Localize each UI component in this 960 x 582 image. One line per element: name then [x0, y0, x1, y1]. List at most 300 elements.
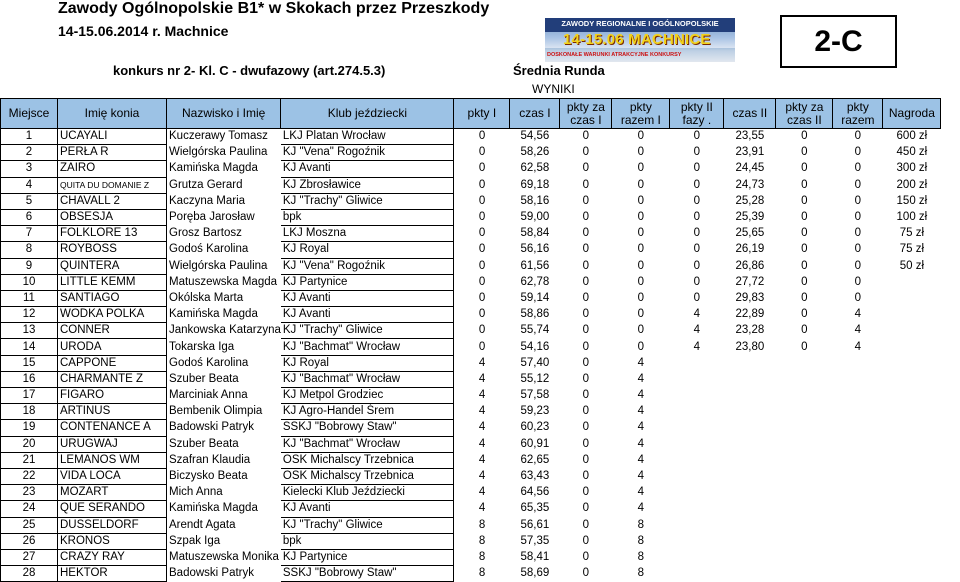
row-club: KJ "Bachmat" Wrocław: [281, 339, 454, 355]
row-total1: 4: [637, 405, 645, 418]
page-title: Zawody Ogólnopolskie B1* w Skokach przez Przeszkody: [58, 0, 490, 17]
row-time2: 23,28: [735, 324, 765, 337]
table-row: [1, 517, 941, 533]
row-total: [833, 420, 883, 436]
row-pen2: 4: [693, 340, 701, 353]
row-total1: 0: [637, 275, 645, 288]
event-date-place: 14-15.06.2014 r. Machnice: [58, 23, 229, 39]
row-pen2: [670, 468, 724, 484]
row-time2: [724, 452, 776, 468]
row-prize: [883, 501, 941, 517]
row-total1: 0: [637, 211, 645, 224]
row-pen-time2: 0: [801, 130, 808, 143]
row-pen-time1: 0: [582, 437, 590, 450]
row-total1: 8: [637, 567, 645, 580]
row-rider: Badowski Patryk: [169, 421, 255, 434]
row-prize: [883, 323, 941, 339]
row-total: 0: [854, 211, 862, 224]
row-horse: HEKTOR: [58, 566, 167, 582]
row-pen2: [670, 517, 724, 533]
class-code-box: 2-C: [780, 15, 897, 68]
row-total: [833, 501, 883, 517]
row-time1: 59,14: [520, 291, 550, 304]
row-pen-time2: 0: [801, 340, 808, 353]
row-club: SSKJ "Bobrowy Staw": [281, 566, 454, 582]
row-rider: Kamińska Magda: [169, 502, 258, 515]
row-horse: CONNER: [58, 323, 167, 339]
row-rider: Matuszewska Monika: [169, 550, 279, 563]
row-time1: 56,16: [520, 243, 550, 256]
row-total1: 0: [637, 308, 645, 321]
row-time2: [724, 468, 776, 484]
row-club: KJ Zbrosławice: [281, 177, 454, 193]
row-pen-time2: 0: [801, 308, 808, 321]
row-horse: LITTLE KEMM: [58, 274, 167, 290]
col-prize: Nagroda: [883, 99, 941, 129]
table-row: [1, 242, 941, 258]
row-place: 6: [1, 209, 58, 225]
row-pen-time1: 0: [582, 470, 590, 483]
row-total: 0: [854, 194, 862, 207]
row-club: KJ Avanti: [281, 161, 454, 177]
row-total1: 0: [637, 130, 645, 143]
row-total1: 0: [637, 324, 645, 337]
row-time1: 62,78: [520, 275, 550, 288]
row-pen-time2: 0: [801, 194, 808, 207]
row-pen1: 8: [478, 567, 486, 580]
row-club: OSK Michalscy Trzebnica: [281, 452, 454, 468]
row-time2: 23,55: [735, 130, 765, 143]
row-place: 22: [1, 468, 58, 484]
row-prize: [883, 549, 941, 565]
row-total: 0: [854, 275, 862, 288]
row-time2: 24,73: [735, 178, 765, 191]
col-pen2: pkty II fazy .: [670, 99, 724, 129]
row-time2: 24,45: [735, 162, 765, 175]
row-time1: 58,41: [520, 550, 550, 563]
table-row: [1, 161, 941, 177]
row-horse: MOZART: [58, 485, 167, 501]
row-time1: 58,26: [520, 146, 550, 159]
col-club: Klub jeździecki: [281, 99, 454, 129]
col-total: pkty razem: [833, 99, 883, 129]
row-time1: 59,23: [520, 405, 550, 418]
row-total: 4: [854, 308, 862, 321]
row-pen2: 0: [693, 211, 701, 224]
table-row: [1, 452, 941, 468]
row-prize: [883, 339, 941, 355]
row-place: 5: [1, 193, 58, 209]
row-pen1: 0: [478, 308, 486, 321]
row-club: bpk: [281, 209, 454, 225]
row-pen1: 0: [478, 146, 486, 159]
table-row: [1, 485, 941, 501]
row-pen2: [670, 404, 724, 420]
row-pen2: [670, 436, 724, 452]
row-place: 8: [1, 242, 58, 258]
row-time1: 69,18: [520, 178, 550, 191]
row-club: LKJ Platan Wrocław: [281, 129, 454, 145]
row-total: 0: [854, 178, 862, 191]
row-prize: [883, 566, 941, 582]
row-total: [833, 517, 883, 533]
row-pen-time2: [776, 533, 833, 549]
row-place: 26: [1, 533, 58, 549]
row-time2: [724, 533, 776, 549]
row-time2: [724, 549, 776, 565]
row-place: 3: [1, 161, 58, 177]
row-time1: 64,56: [520, 486, 550, 499]
row-pen1: 0: [478, 340, 486, 353]
row-pen-time2: [776, 388, 833, 404]
row-prize: [883, 468, 941, 484]
row-total: [833, 566, 883, 582]
row-pen-time2: [776, 355, 833, 371]
row-pen-time1: 0: [582, 567, 590, 580]
row-pen-time2: 0: [801, 291, 808, 304]
row-pen1: 8: [478, 550, 486, 563]
row-time1: 58,86: [520, 308, 550, 321]
row-time1: 55,74: [520, 324, 550, 337]
row-horse: VIDA LOCA: [58, 468, 167, 484]
row-pen2: 0: [693, 162, 701, 175]
row-place: 27: [1, 549, 58, 565]
row-time2: 26,19: [735, 243, 765, 256]
row-pen-time1: 0: [582, 130, 590, 143]
event-banner-image: [545, 18, 735, 62]
row-club: KJ "Trachy" Gliwice: [281, 193, 454, 209]
row-pen2: [670, 355, 724, 371]
row-horse: SANTIAGO: [58, 290, 167, 306]
results-heading: WYNIKI: [532, 82, 575, 96]
row-horse: FOLKLORE 13: [58, 226, 167, 242]
row-pen-time1: 0: [582, 502, 590, 515]
row-pen-time1: 0: [582, 340, 590, 353]
row-pen-time1: 0: [582, 291, 590, 304]
row-pen2: 4: [693, 308, 701, 321]
row-place: 19: [1, 420, 58, 436]
row-pen1: 4: [478, 437, 486, 450]
row-club: Kielecki Klub Jeździecki: [281, 485, 454, 501]
row-club: KJ Royal: [281, 355, 454, 371]
row-pen-time2: [776, 566, 833, 582]
row-place: 28: [1, 566, 58, 582]
row-pen2: 4: [693, 324, 701, 337]
row-club: KJ "Bachmat" Wrocław: [281, 371, 454, 387]
row-pen1: 0: [478, 211, 486, 224]
row-prize: 200 zł: [896, 178, 928, 191]
row-pen1: 4: [478, 405, 486, 418]
row-total: 4: [854, 340, 862, 353]
row-total1: 0: [637, 291, 645, 304]
row-pen2: 0: [693, 146, 701, 159]
banner-line-1: ZAWODY REGIONALNE I OGÓLNOPOLSKIE: [561, 19, 719, 28]
row-horse: CONTENANCE A: [58, 420, 167, 436]
row-prize: 75 zł: [899, 227, 925, 240]
row-pen1: 4: [478, 356, 486, 369]
row-prize: 50 zł: [899, 259, 925, 272]
row-pen2: 0: [693, 130, 701, 143]
row-place: 21: [1, 452, 58, 468]
row-horse: URUGWAJ: [58, 436, 167, 452]
row-pen-time1: 0: [582, 372, 590, 385]
row-time2: 26,86: [735, 259, 765, 272]
row-horse: ARTINUS: [58, 404, 167, 420]
row-prize: [883, 517, 941, 533]
row-pen1: 0: [478, 275, 486, 288]
row-club: KJ Avanti: [281, 501, 454, 517]
row-time2: [724, 501, 776, 517]
table-row: [1, 177, 941, 193]
row-prize: [883, 452, 941, 468]
row-total1: 0: [637, 194, 645, 207]
table-row: [1, 566, 941, 582]
row-time1: 60,91: [520, 437, 550, 450]
row-horse: CRAZY RAY: [58, 549, 167, 565]
row-horse: QUE SERANDO: [58, 501, 167, 517]
row-place: 9: [1, 258, 58, 274]
row-prize: [883, 485, 941, 501]
course-difficulty: Średnia Runda: [513, 63, 605, 78]
row-club: KJ "Trachy" Gliwice: [281, 323, 454, 339]
row-horse: URODA: [58, 339, 167, 355]
row-rider: Godoś Karolina: [169, 243, 249, 256]
row-horse: WODKA POLKA: [58, 307, 167, 323]
row-rider: Mich Anna: [169, 486, 223, 499]
row-total1: 0: [637, 227, 645, 240]
row-rider: Kamińska Magda: [169, 162, 258, 175]
row-pen-time1: 0: [582, 453, 590, 466]
table-row: [1, 355, 941, 371]
row-place: 4: [1, 177, 58, 193]
row-time2: [724, 355, 776, 371]
row-pen-time2: [776, 517, 833, 533]
col-rider: Nazwisko i Imię: [167, 99, 281, 129]
row-prize: 100 zł: [896, 211, 928, 224]
row-pen1: 0: [478, 178, 486, 191]
row-place: 7: [1, 226, 58, 242]
row-pen1: 4: [478, 453, 486, 466]
row-rider: Kuczerawy Tomasz: [169, 130, 268, 143]
row-rider: Jankowska Katarzyna: [169, 324, 281, 337]
row-total1: 4: [637, 502, 645, 515]
row-horse: QUITA DU DOMANIE Z: [58, 177, 167, 193]
row-prize: [883, 533, 941, 549]
row-time2: [724, 388, 776, 404]
row-total1: 0: [637, 178, 645, 191]
row-prize: 450 zł: [896, 146, 928, 159]
row-prize: [883, 371, 941, 387]
table-row: [1, 501, 941, 517]
row-pen2: [670, 501, 724, 517]
row-pen2: 0: [693, 178, 701, 191]
row-club: KJ Royal: [281, 242, 454, 258]
row-pen2: [670, 485, 724, 501]
results-body: [1, 129, 941, 582]
row-prize: [883, 420, 941, 436]
row-horse: FIGARO: [58, 388, 167, 404]
row-club: SSKJ "Bobrowy Staw": [281, 420, 454, 436]
row-horse: UCAYALI: [58, 129, 167, 145]
row-total1: 4: [637, 421, 645, 434]
row-total: 0: [854, 162, 862, 175]
col-time1: czas I: [510, 99, 560, 129]
row-pen1: 0: [478, 194, 486, 207]
row-horse: DUSSELDORF: [58, 517, 167, 533]
row-pen-time2: [776, 420, 833, 436]
table-row: [1, 468, 941, 484]
row-pen-time1: 0: [582, 275, 590, 288]
row-pen-time2: [776, 452, 833, 468]
table-row: [1, 226, 941, 242]
row-club: KJ "Vena" Rogoźnik: [281, 145, 454, 161]
row-pen-time2: 0: [801, 324, 808, 337]
row-total1: 0: [637, 259, 645, 272]
row-time1: 61,56: [520, 259, 550, 272]
row-total: [833, 371, 883, 387]
row-pen1: 4: [478, 421, 486, 434]
row-rider: Marciniak Anna: [169, 389, 248, 402]
row-horse: CHARMANTE Z: [58, 371, 167, 387]
row-club: KJ "Vena" Rogoźnik: [281, 258, 454, 274]
col-pen1: pkty I: [454, 99, 510, 129]
table-row: [1, 145, 941, 161]
row-time2: 23,91: [735, 146, 765, 159]
table-row: [1, 371, 941, 387]
row-place: 24: [1, 501, 58, 517]
row-pen-time2: [776, 371, 833, 387]
row-total1: 0: [637, 146, 645, 159]
row-total: [833, 436, 883, 452]
row-rider: Szuber Beata: [169, 437, 239, 450]
row-place: 12: [1, 307, 58, 323]
row-horse: KRONOS: [58, 533, 167, 549]
row-time1: 57,58: [520, 389, 550, 402]
row-club: LKJ Moszna: [281, 226, 454, 242]
row-pen-time2: 0: [801, 259, 808, 272]
row-prize: 300 zł: [896, 162, 928, 175]
row-pen-time2: 0: [801, 211, 808, 224]
row-time1: 58,69: [520, 567, 550, 580]
row-total1: 4: [637, 470, 645, 483]
row-time1: 54,16: [520, 340, 550, 353]
row-club: KJ Partynice: [281, 549, 454, 565]
row-total1: 4: [637, 486, 645, 499]
row-place: 14: [1, 339, 58, 355]
row-pen1: 4: [478, 486, 486, 499]
row-pen1: 0: [478, 259, 486, 272]
row-pen-time1: 0: [582, 518, 590, 531]
row-horse: PERŁA R: [58, 145, 167, 161]
row-pen2: [670, 388, 724, 404]
row-pen-time1: 0: [582, 421, 590, 434]
col-place: Miejsce: [1, 99, 58, 129]
row-pen2: 0: [693, 275, 701, 288]
row-pen-time2: [776, 549, 833, 565]
row-pen-time2: [776, 436, 833, 452]
row-rider: Poręba Jarosław: [169, 211, 255, 224]
row-time1: 65,35: [520, 502, 550, 515]
row-rider: Grosz Bartosz: [169, 227, 242, 240]
row-pen1: 0: [478, 291, 486, 304]
row-pen-time1: 0: [582, 211, 590, 224]
row-pen-time1: 0: [582, 243, 590, 256]
row-time2: 25,39: [735, 211, 765, 224]
row-prize: [883, 404, 941, 420]
row-club: KJ "Bachmat" Wrocław: [281, 436, 454, 452]
row-horse: LEMANOS WM: [58, 452, 167, 468]
row-pen-time1: 0: [582, 178, 590, 191]
row-horse: QUINTERA: [58, 258, 167, 274]
row-club: KJ Avanti: [281, 290, 454, 306]
row-time1: 58,16: [520, 194, 550, 207]
row-total1: 4: [637, 356, 645, 369]
row-total1: 0: [637, 243, 645, 256]
row-time1: 62,58: [520, 162, 550, 175]
table-header-row: [1, 99, 941, 129]
table-row: [1, 129, 941, 145]
row-time2: [724, 371, 776, 387]
row-time2: [724, 420, 776, 436]
row-club: KJ Agro-Handel Śrem: [281, 404, 454, 420]
row-rider: Arendt Agata: [169, 518, 236, 531]
row-total1: 4: [637, 389, 645, 402]
row-total: 4: [854, 324, 862, 337]
row-rider: Kaczyna Maria: [169, 194, 246, 207]
row-prize: [883, 274, 941, 290]
row-pen-time1: 0: [582, 162, 590, 175]
table-row: [1, 388, 941, 404]
row-time2: [724, 566, 776, 582]
row-place: 18: [1, 404, 58, 420]
row-prize: 75 zł: [899, 243, 925, 256]
table-row: [1, 209, 941, 225]
row-total: 0: [854, 291, 862, 304]
row-total: [833, 485, 883, 501]
row-total1: 4: [637, 453, 645, 466]
row-prize: 150 zł: [896, 194, 928, 207]
row-rider: Kamińska Magda: [169, 308, 258, 321]
row-prize: [883, 388, 941, 404]
row-prize: [883, 436, 941, 452]
row-total: [833, 404, 883, 420]
row-place: 1: [1, 129, 58, 145]
table-row: [1, 404, 941, 420]
row-pen1: 8: [478, 518, 486, 531]
row-pen1: 4: [478, 389, 486, 402]
row-total1: 0: [637, 162, 645, 175]
row-pen1: 4: [478, 470, 486, 483]
banner-line-2: 14-15.06 MACHNICE: [563, 31, 711, 48]
table-row: [1, 307, 941, 323]
row-total: 0: [854, 243, 862, 256]
row-prize: 600 zł: [896, 130, 928, 143]
row-time1: 54,56: [520, 130, 550, 143]
row-total: [833, 468, 883, 484]
row-pen-time2: 0: [801, 162, 808, 175]
row-rider: Wielgórska Paulina: [169, 146, 268, 159]
row-pen-time1: 0: [582, 405, 590, 418]
row-club: KJ Partynice: [281, 274, 454, 290]
row-time1: 57,35: [520, 534, 550, 547]
row-time2: 22,89: [735, 308, 765, 321]
row-total1: 8: [637, 518, 645, 531]
row-pen-time1: 0: [582, 259, 590, 272]
row-pen1: 4: [478, 502, 486, 515]
row-time1: 58,84: [520, 227, 550, 240]
table-row: [1, 436, 941, 452]
row-rider: Bembenik Olimpia: [169, 405, 263, 418]
